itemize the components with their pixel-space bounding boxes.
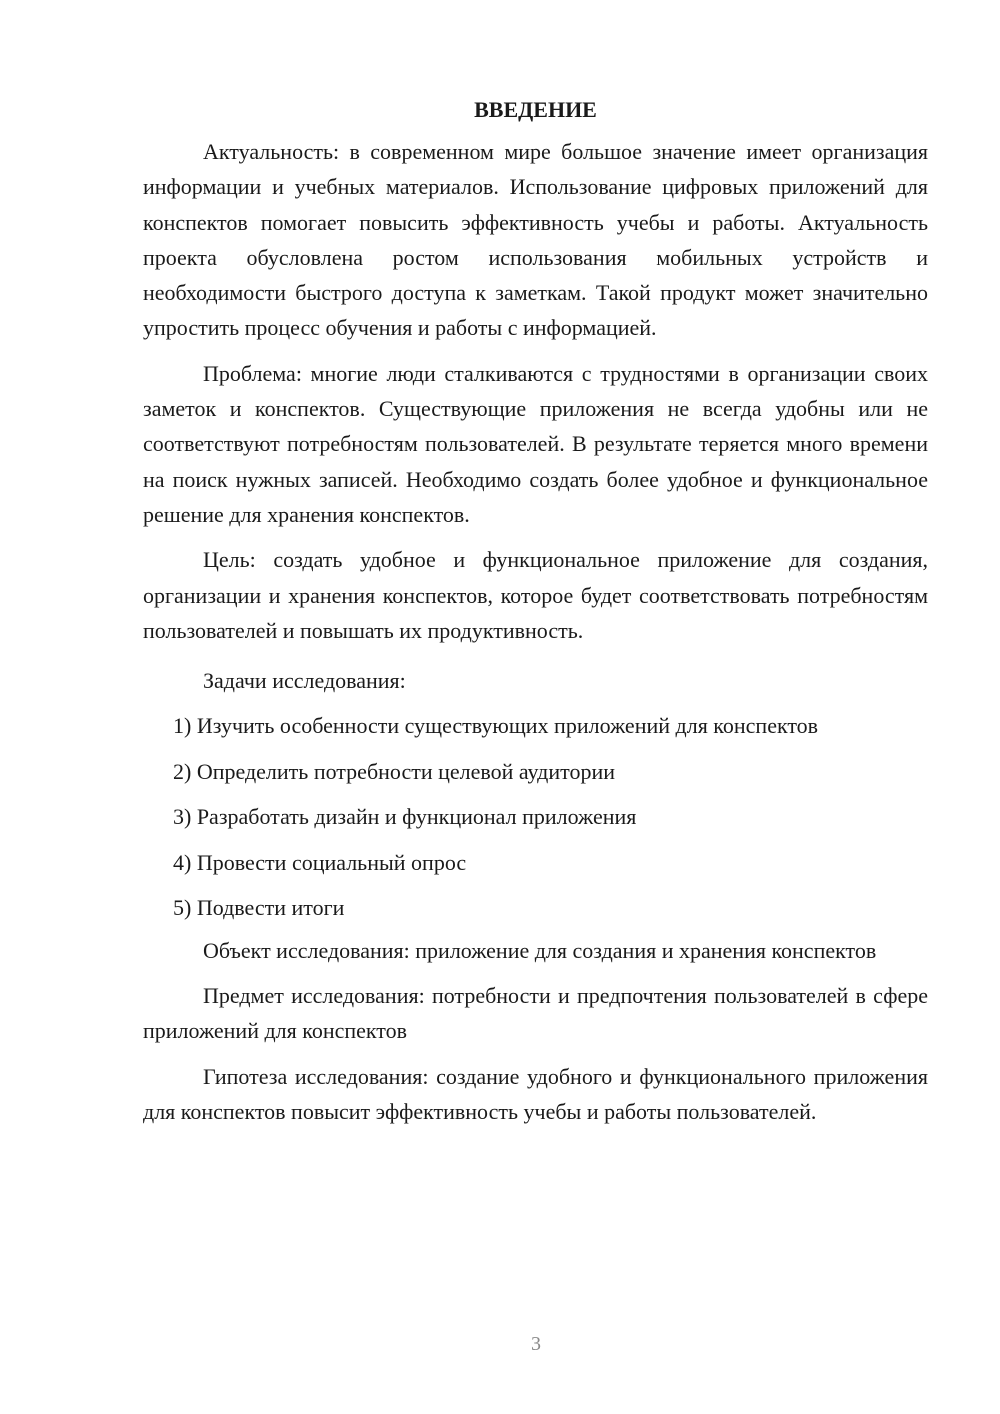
page-number: 3 bbox=[531, 1333, 541, 1355]
task-item-2: 2) Определить потребности целевой аудитории bbox=[173, 758, 616, 784]
task-item-3: 3) Разработать дизайн и функционал приложения bbox=[173, 804, 637, 830]
tasks-list bbox=[143, 703, 928, 931]
task-item-4: 4) Провести социальный опрос bbox=[173, 849, 467, 875]
paragraph-subject: Предмет исследования: потребности и предпочтения пользователей в сфере приложений для конспектов bbox=[143, 982, 928, 1044]
task-item-5: 5) Подвести итоги bbox=[173, 895, 345, 921]
document-page bbox=[143, 90, 928, 1139]
paragraph-relevance: Актуальность: в современном мире большое значение имеет организация информации и учебных материалов. Использование цифровых приложений для конспектов помогает повысить эффективность учебы и работы. Актуальность проекта обусловлена ростом использования мобильных устройств и необходимости быстрого доступа к заметкам. Такой продукт может значительно упростить процесс обучения и работы с информацией. bbox=[143, 139, 928, 341]
tasks-heading: Задачи исследования: bbox=[203, 668, 406, 694]
paragraph-goal: Цель: создать удобное и функциональное приложение для создания, организации и хранения конспектов, которое будет соответствовать потребностям пользователей и повышать их продуктивность. bbox=[143, 547, 928, 643]
task-item-1: 1) Изучить особенности существующих приложений для конспектов bbox=[173, 713, 819, 739]
page-title: ВВЕДЕНИЕ bbox=[474, 97, 597, 122]
paragraph-hypothesis: Гипотеза исследования: создание удобного и функционального приложения для конспектов повысит эффективность учебы и работы пользователей. bbox=[143, 1063, 928, 1124]
paragraph-problem: Проблема: многие люди сталкиваются с трудностями в организации своих заметок и конспектов. Существующие приложения не всегда удобны или не соответствуют потребностям пользователей. В результате теряется много времени на поиск нужных записей. Необходимо создать более удобное и функциональное решение для хранения конспектов. bbox=[143, 360, 928, 527]
paragraph-object: Объект исследования: приложение для создания и хранения конспектов bbox=[203, 937, 877, 963]
